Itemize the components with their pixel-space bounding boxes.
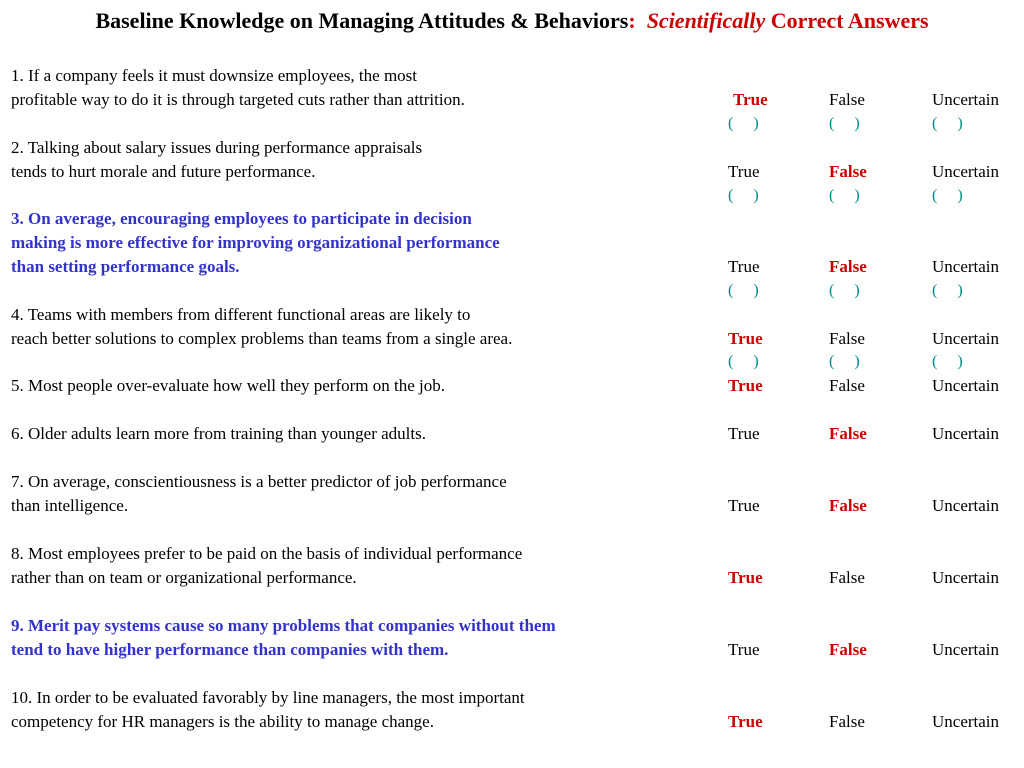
title-colon: : <box>628 8 636 33</box>
question-3-line-3: than setting performance goals. <box>11 257 240 276</box>
q7-uncertain-option[interactable]: Uncertain <box>932 496 1000 515</box>
q7-false-option[interactable]: False <box>829 496 867 515</box>
question-7-line-2: than intelligence. <box>11 496 129 515</box>
q6-uncertain-option[interactable]: Uncertain <box>932 424 1000 443</box>
question-3-line-2: making is more effective for improving organizational performance <box>11 233 500 252</box>
q8-false-option[interactable]: False <box>829 568 865 587</box>
q9-true-option[interactable]: True <box>728 640 760 659</box>
q8-true-option[interactable]: True <box>728 568 763 587</box>
question-2-line-1: 2. Talking about salary issues during performance appraisals <box>11 138 423 157</box>
question-1-line-1: 1. If a company feels it must downsize employees, the most <box>11 66 418 85</box>
q10-false-option[interactable]: False <box>829 712 865 731</box>
q4-uncertain-checkbox[interactable]: ( ) <box>932 353 963 370</box>
q2-uncertain-checkbox[interactable]: ( ) <box>932 187 963 204</box>
question-6-line-1: 6. Older adults learn more from training than younger adults. <box>11 424 426 443</box>
title-main: Baseline Knowledge on Managing Attitudes & Behaviors <box>95 8 629 33</box>
q10-uncertain-option[interactable]: Uncertain <box>932 712 1000 731</box>
q2-true-option[interactable]: True <box>728 162 760 181</box>
question-1-line-2: profitable way to do it is through targeted cuts rather than attrition. <box>11 90 465 109</box>
q7-true-option[interactable]: True <box>728 496 760 515</box>
q3-uncertain-option[interactable]: Uncertain <box>932 257 1000 276</box>
question-7-line-1: 7. On average, conscientiousness is a better predictor of job performance <box>11 472 507 491</box>
q9-false-option[interactable]: False <box>829 640 867 659</box>
question-3-line-1: 3. On average, encouraging employees to participate in decision <box>11 209 472 228</box>
question-9-line-1: 9. Merit pay systems cause so many problems that companies without them <box>11 616 556 635</box>
q3-true-checkbox[interactable]: ( ) <box>728 282 759 299</box>
question-9-line-2: tend to have higher performance than companies with them. <box>11 640 449 659</box>
question-10-line-1: 10. In order to be evaluated favorably by line managers, the most important <box>11 688 525 707</box>
q5-false-option[interactable]: False <box>829 376 865 395</box>
q4-true-checkbox[interactable]: ( ) <box>728 353 759 370</box>
q3-uncertain-checkbox[interactable]: ( ) <box>932 282 963 299</box>
page-title <box>0 8 1024 34</box>
question-10-line-2: competency for HR managers is the ability to manage change. <box>11 712 434 731</box>
title-correct-answers: Correct Answers <box>770 8 929 33</box>
question-4-line-2: reach better solutions to complex problems than teams from a single area. <box>11 329 513 348</box>
q1-true-option[interactable]: True <box>733 90 768 109</box>
q1-uncertain-checkbox[interactable]: ( ) <box>932 115 963 132</box>
q3-false-option[interactable]: False <box>829 257 867 276</box>
q5-uncertain-option[interactable]: Uncertain <box>932 376 1000 395</box>
q1-uncertain-option[interactable]: Uncertain <box>932 90 1000 109</box>
question-2-line-2: tends to hurt morale and future performance. <box>11 162 316 181</box>
q4-uncertain-option[interactable]: Uncertain <box>932 329 1000 348</box>
title-scientifically: Scientifically <box>646 8 766 33</box>
q2-false-checkbox[interactable]: ( ) <box>829 187 860 204</box>
q9-uncertain-option[interactable]: Uncertain <box>932 640 1000 659</box>
q1-false-option[interactable]: False <box>829 90 865 109</box>
q1-true-checkbox[interactable]: ( ) <box>728 115 759 132</box>
q6-true-option[interactable]: True <box>728 424 760 443</box>
question-8-line-2: rather than on team or organizational performance. <box>11 568 357 587</box>
q4-true-option[interactable]: True <box>728 329 763 348</box>
q1-false-checkbox[interactable]: ( ) <box>829 115 860 132</box>
q4-false-option[interactable]: False <box>829 329 865 348</box>
q6-false-option[interactable]: False <box>829 424 867 443</box>
q4-false-checkbox[interactable]: ( ) <box>829 353 860 370</box>
q3-false-checkbox[interactable]: ( ) <box>829 282 860 299</box>
question-8-line-1: 8. Most employees prefer to be paid on the basis of individual performance <box>11 544 523 563</box>
question-5-line-1: 5. Most people over-evaluate how well they perform on the job. <box>11 376 445 395</box>
q5-true-option[interactable]: True <box>728 376 763 395</box>
q8-uncertain-option[interactable]: Uncertain <box>932 568 1000 587</box>
q2-true-checkbox[interactable]: ( ) <box>728 187 759 204</box>
q3-true-option[interactable]: True <box>728 257 760 276</box>
question-4-line-1: 4. Teams with members from different functional areas are likely to <box>11 305 471 324</box>
q2-uncertain-option[interactable]: Uncertain <box>932 162 1000 181</box>
q2-false-option[interactable]: False <box>829 162 867 181</box>
q10-true-option[interactable]: True <box>728 712 763 731</box>
